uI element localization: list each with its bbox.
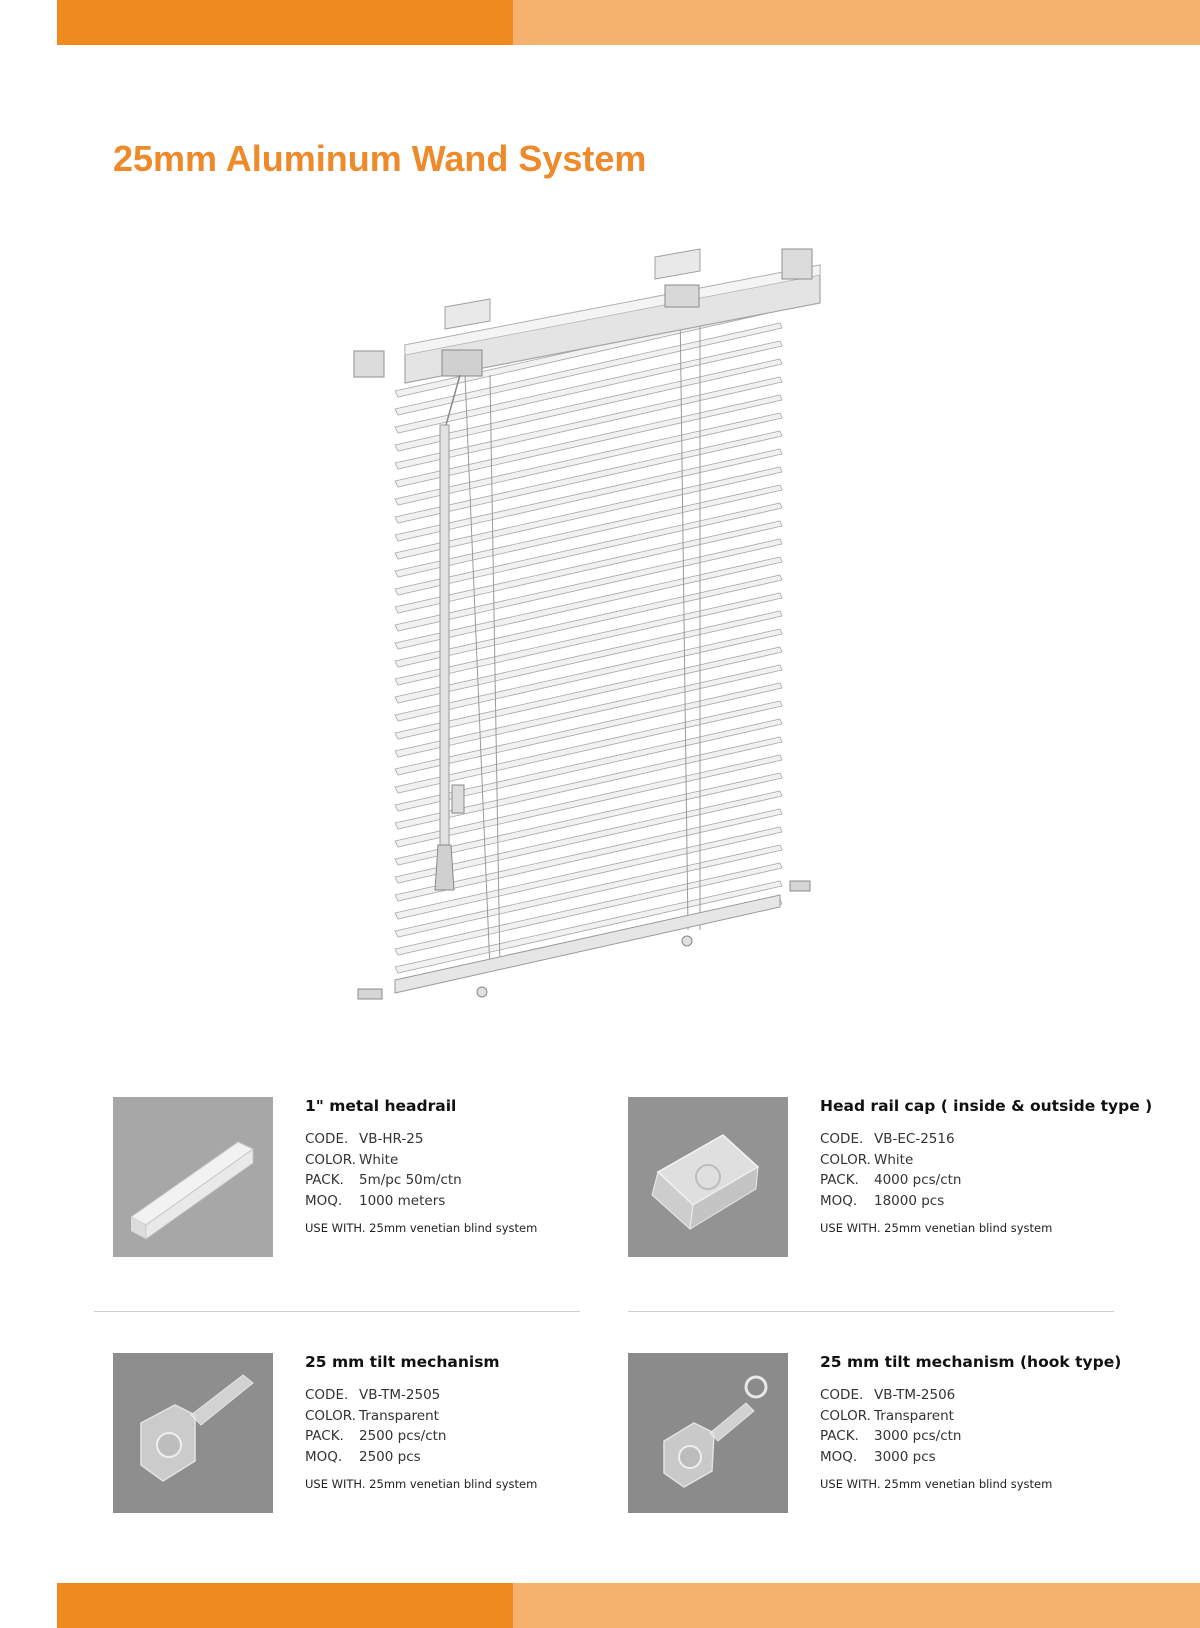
blind-slat bbox=[395, 449, 782, 541]
color-label: COLOR. bbox=[305, 1407, 356, 1424]
moq-value: 18000 pcs bbox=[874, 1192, 945, 1209]
end-cap-left bbox=[354, 351, 384, 377]
page-title: 25mm Aluminum Wand System bbox=[113, 138, 647, 179]
blind-slat bbox=[395, 647, 782, 739]
section-divider-right bbox=[628, 1311, 1114, 1312]
product-use-with: USE WITH. 25mm venetian blind system bbox=[820, 1221, 1053, 1235]
blind-slat bbox=[395, 395, 782, 487]
rail-cap-photo bbox=[628, 1097, 788, 1257]
blind-slat bbox=[395, 539, 782, 631]
tilt-mechanism-photo bbox=[113, 1353, 273, 1513]
product-moq bbox=[305, 1191, 635, 1212]
bottom-accent-bar bbox=[57, 1583, 1200, 1628]
blind-slat bbox=[395, 611, 782, 703]
blind-slat bbox=[395, 521, 782, 613]
pack-label: PACK. bbox=[820, 1172, 859, 1188]
product-use-with: USE WITH. 25mm venetian blind system bbox=[820, 1477, 1053, 1491]
blind-illustration-svg bbox=[350, 245, 850, 1045]
wand-tip bbox=[435, 845, 454, 890]
product-code bbox=[820, 1129, 1150, 1150]
blind-slat bbox=[395, 467, 782, 559]
pack-value: 4000 pcs/ctn bbox=[874, 1172, 962, 1188]
product-name: Head rail cap ( inside & outside type ) bbox=[820, 1097, 1153, 1115]
code-label: CODE. bbox=[305, 1387, 349, 1403]
product-color bbox=[820, 1406, 1150, 1427]
bottom-accent-bar-dark bbox=[57, 1583, 513, 1628]
tilt-wand bbox=[440, 425, 449, 865]
code-label: CODE. bbox=[305, 1131, 349, 1147]
moq-label: MOQ. bbox=[820, 1192, 858, 1209]
pack-value: 3000 pcs/ctn bbox=[874, 1428, 962, 1444]
pack-label: PACK. bbox=[305, 1172, 344, 1188]
product-color bbox=[305, 1406, 635, 1427]
cord-plug-left bbox=[477, 987, 487, 997]
product-code bbox=[305, 1129, 635, 1150]
blind-slat bbox=[395, 413, 782, 505]
color-label: COLOR. bbox=[305, 1151, 356, 1168]
bracket-right bbox=[655, 249, 700, 279]
top-accent-bar-dark bbox=[57, 0, 513, 45]
tilt-mechanism-hook-photo bbox=[628, 1353, 788, 1513]
blind-slat bbox=[395, 485, 782, 577]
moq-value: 2500 pcs bbox=[359, 1448, 421, 1465]
product-use-with: USE WITH. 25mm venetian blind system bbox=[305, 1477, 538, 1491]
pack-value: 2500 pcs/ctn bbox=[359, 1428, 447, 1444]
bottom-accent-bar-light bbox=[513, 1583, 1200, 1628]
product-code bbox=[305, 1385, 635, 1406]
top-accent-bar bbox=[57, 0, 1200, 45]
blind-slat bbox=[395, 575, 782, 667]
product-card-rail-cap bbox=[628, 1097, 1153, 1262]
code-value: VB-TM-2505 bbox=[359, 1387, 441, 1403]
bracket-left bbox=[445, 299, 490, 329]
product-pack bbox=[305, 1426, 635, 1447]
code-label: CODE. bbox=[820, 1131, 864, 1147]
color-label: COLOR. bbox=[820, 1151, 871, 1168]
product-card-tilt-mechanism bbox=[113, 1353, 633, 1518]
product-name: 25 mm tilt mechanism bbox=[305, 1353, 500, 1371]
product-code bbox=[820, 1385, 1150, 1406]
moq-label: MOQ. bbox=[305, 1448, 343, 1465]
end-cap-right bbox=[782, 249, 812, 279]
color-value: Transparent bbox=[874, 1407, 954, 1424]
moq-label: MOQ. bbox=[305, 1192, 343, 1209]
product-info bbox=[820, 1097, 1153, 1235]
product-card-tilt-mechanism-hook bbox=[628, 1353, 1148, 1518]
color-value: White bbox=[874, 1151, 914, 1168]
product-use-with: USE WITH. 25mm venetian blind system bbox=[305, 1221, 538, 1235]
blind-slat bbox=[395, 377, 782, 469]
product-info bbox=[820, 1353, 1150, 1491]
product-moq bbox=[820, 1191, 1150, 1212]
pack-value: 5m/pc 50m/ctn bbox=[359, 1172, 462, 1188]
top-accent-bar-light bbox=[513, 0, 1200, 45]
pack-label: PACK. bbox=[305, 1428, 344, 1444]
blind-slat bbox=[395, 737, 782, 829]
blind-slat bbox=[395, 845, 782, 937]
moq-value: 1000 meters bbox=[359, 1192, 446, 1209]
product-color bbox=[820, 1150, 1150, 1171]
product-name: 25 mm tilt mechanism (hook type) bbox=[820, 1353, 1122, 1371]
headrail-photo-svg bbox=[113, 1097, 273, 1257]
product-color bbox=[305, 1150, 635, 1171]
section-divider-left bbox=[94, 1311, 580, 1312]
tilt-box bbox=[442, 350, 482, 376]
blind-slat bbox=[395, 683, 782, 775]
code-value: VB-EC-2516 bbox=[874, 1131, 955, 1147]
product-pack bbox=[820, 1170, 1150, 1191]
product-info bbox=[305, 1353, 635, 1491]
product-card-headrail bbox=[113, 1097, 633, 1262]
blind-illustration bbox=[350, 245, 850, 1045]
blind-slat bbox=[395, 503, 782, 595]
bottom-end-cap-right bbox=[790, 881, 810, 891]
tilt-mechanism-hook-photo-svg bbox=[628, 1353, 788, 1513]
color-value: White bbox=[359, 1151, 399, 1168]
headrail-photo bbox=[113, 1097, 273, 1257]
pack-label: PACK. bbox=[820, 1428, 859, 1444]
blind-slat bbox=[395, 557, 782, 649]
product-info bbox=[305, 1097, 635, 1235]
blind-slat bbox=[395, 665, 782, 757]
blind-slat bbox=[395, 431, 782, 523]
code-label: CODE. bbox=[820, 1387, 864, 1403]
blind-slat bbox=[395, 629, 782, 721]
moq-value: 3000 pcs bbox=[874, 1448, 936, 1465]
color-value: Transparent bbox=[359, 1407, 439, 1424]
rail-cap-photo-svg bbox=[628, 1097, 788, 1257]
code-value: VB-HR-25 bbox=[359, 1131, 424, 1147]
cord-plug-right bbox=[682, 936, 692, 946]
color-label: COLOR. bbox=[820, 1407, 871, 1424]
bottom-end-cap-left bbox=[358, 989, 382, 999]
product-moq bbox=[820, 1447, 1150, 1468]
product-pack bbox=[820, 1426, 1150, 1447]
blind-slat bbox=[395, 881, 782, 973]
code-value: VB-TM-2506 bbox=[874, 1387, 956, 1403]
blind-slat bbox=[395, 701, 782, 793]
cord-tassel bbox=[452, 785, 464, 813]
tilt-mechanism-photo-svg bbox=[113, 1353, 273, 1513]
product-name: 1" metal headrail bbox=[305, 1097, 457, 1115]
product-moq bbox=[305, 1447, 635, 1468]
moq-label: MOQ. bbox=[820, 1448, 858, 1465]
blind-slat bbox=[395, 593, 782, 685]
cord-lock-box bbox=[665, 285, 699, 307]
product-pack bbox=[305, 1170, 635, 1191]
